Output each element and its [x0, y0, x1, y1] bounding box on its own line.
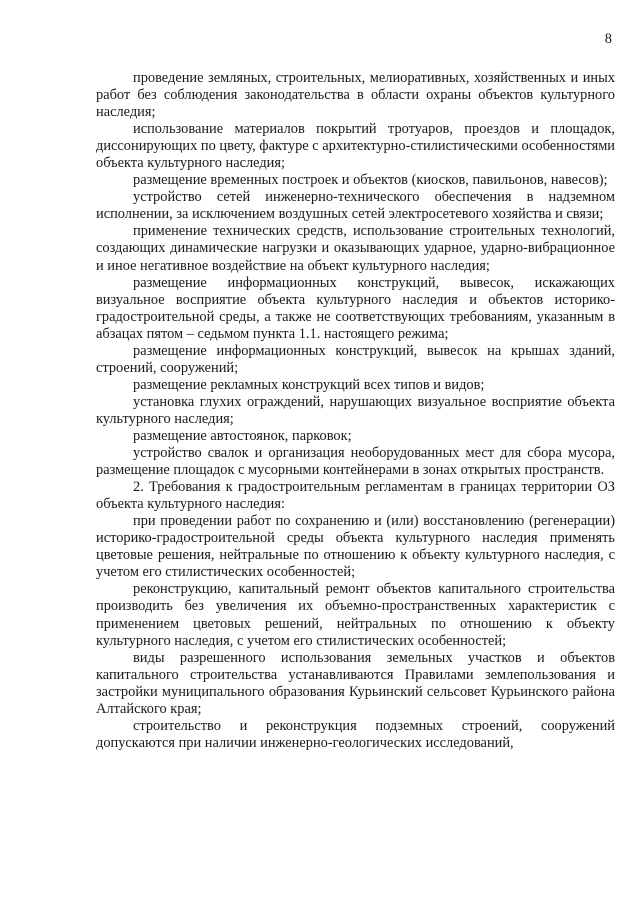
page-number: 8 [604, 31, 612, 47]
document-body [96, 70, 615, 752]
paragraph-fences: установка глухих ограждений, нарушающих визуальное восприятие объекта культурного наследия; [96, 393, 615, 427]
paragraph-earthworks: проведение земляных, строительных, мелиоративных, хозяйственных и иных работ без соблюдения законодательства в области охраны объектов культурного наследия; [96, 70, 615, 121]
paragraph-coverings: использование материалов покрытий тротуаров, проездов и площадок, диссонирующих по цвету, фактуре с архитектурно-стилистическими особенностями объекта культурного наследия; [96, 121, 616, 172]
paragraph-overhead-networks: устройство сетей инженерно-технического обеспечения в надземном исполнении, за исключением воздушных сетей электросетевого хозяйства и связи; [96, 189, 615, 223]
paragraph-parking: размещение автостоянок, парковок; [133, 427, 352, 444]
paragraph-dumps: устройство свалок и организация необорудованных мест для сбора мусора, размещение площадок с мусорными контейнерами в зонах открытых пространств. [96, 445, 615, 479]
paragraph-underground: строительство и реконструкция подземных строений, сооружений допускаются при наличии инженерно-геологических исследований, [96, 717, 615, 751]
paragraph-dynamic-loads: применение технических средств, использование строительных технологий, создающих динамические нагрузки и оказывающих ударное, ударно-вибрационное и иное негативное воздействие на объект культурного наследия; [96, 223, 615, 274]
paragraph-temporary-buildings: размещение временных построек и объектов (киосков, павильонов, навесов); [133, 172, 608, 189]
paragraph-roof-signs: размещение информационных конструкций, вывесок на крышах зданий, строений, сооружений; [96, 342, 615, 376]
paragraph-color-solutions: при проведении работ по сохранению и (или) восстановлению (регенерации) историко-градостроительной среды объекта культурного наследия применять цветовые решения, нейтральные по отношению к объекту культурного наследия, с учетом его стилистических особенностей; [96, 513, 615, 581]
paragraph-permitted-use: виды разрешенного использования земельных участков и объектов капитального строительства устанавливаются Правилами землепользования и застройки муниципального образования Курьинский сельсовет Курьинского района Алтайского края; [96, 649, 615, 717]
paragraph-reconstruction: реконструкцию, капитальный ремонт объектов капитального строительства производить без увеличения их объемно-пространственных характеристик с применением цветовых решений, нейтральных по отношению к объекту культурного наследия, с учетом его стилистических особенностей; [96, 581, 615, 649]
paragraph-section-2-heading: 2. Требования к градостроительным регламентам в границах территории ОЗ объекта культурного наследия: [96, 479, 615, 513]
paragraph-info-structures: размещение информационных конструкций, вывесок, искажающих визуальное восприятие объекта культурного наследия и объектов историко-градостроительной среды, а также не соответствующих требованиям, указанным в абзацах пятом – седьмом пункта 1.1. настоящего режима; [96, 274, 615, 342]
paragraph-advertising: размещение рекламных конструкций всех типов и видов; [133, 376, 485, 393]
